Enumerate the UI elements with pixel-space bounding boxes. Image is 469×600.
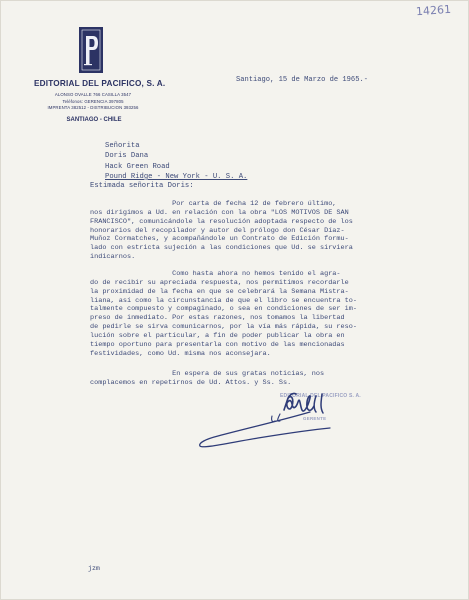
- logo-p-monogram-icon: [79, 27, 103, 73]
- publisher-logo: [79, 27, 103, 73]
- recipient-name: Doris Dana: [105, 152, 149, 161]
- typist-initials: jzm: [88, 565, 100, 572]
- stamp-title: GERENTE: [303, 416, 327, 421]
- salutation: Estimada señorita Doris:: [90, 182, 194, 190]
- recipient-title: Señorita: [105, 142, 140, 150]
- letter-date: Santiago, 15 de Marzo de 1965.-: [236, 76, 368, 84]
- letterhead-address: ALONSO OVALLE 766 CASILLA 3547: [54, 92, 132, 97]
- handwritten-signature: [188, 388, 338, 458]
- letterhead-name: EDITORIAL DEL PACIFICO, S. A.: [34, 79, 166, 88]
- letterhead-imprenta: IMPRENTA 382512 - DISTRIBUCION 393256: [47, 105, 139, 110]
- stamp-company: EDITORIAL DEL PACIFICO S. A.: [280, 393, 361, 399]
- archive-number: 14261: [415, 2, 452, 19]
- paragraph-1: Por carta de fecha 12 de febrero último, nos dirigimos a Ud. en relación con la obra "LOS MOTIVOS DE SAN FRANCISCO", comunicándole la resolución adoptada respecto de los honorarios del recopilador y autor del prólogo don César Díaz- Muñoz Cormatches, y acompañándole un Contrato de Edición formu- lado con estricta sujeción a las condiciones que Ud. se sirviera indicarnos.: [90, 200, 353, 262]
- letterhead-phones: Teléfonos: GERENCIA 397805: [62, 99, 124, 104]
- recipient-street: Hack Green Road: [105, 162, 170, 171]
- recipient-city: Pound Ridge - New York - U. S. A.: [105, 172, 248, 181]
- letterhead-city: SANTIAGO - CHILE: [66, 117, 122, 123]
- paragraph-3: En espera de sus gratas noticias, nos complacemos en repetirnos de Ud. Attos. y Ss. Ss.: [90, 370, 325, 387]
- paragraph-2: Como hasta ahora no hemos tenido el agra- do de recibir su apreciada respuesta, nos permitimos recordarle la proximidad de la fecha en que se celebrará la Semana Mistra- liana, así como la circunstancia de que el libro se encuentra to- talmente compuesto y compaginado, o sea en condiciones de ser im- preso de inmediato. Por estas razones, nos tomamos la libertad de pedirle se sirva comunicarnos, por la vía más rápida, su reso- lución sobre el partícular, a fin de poder publicar la obra en tiempo oportuno para presentarla con motivo de las mencionadas festividades, como Ud. misma nos aconsejara.: [90, 270, 357, 358]
- recipient-block: [105, 141, 247, 182]
